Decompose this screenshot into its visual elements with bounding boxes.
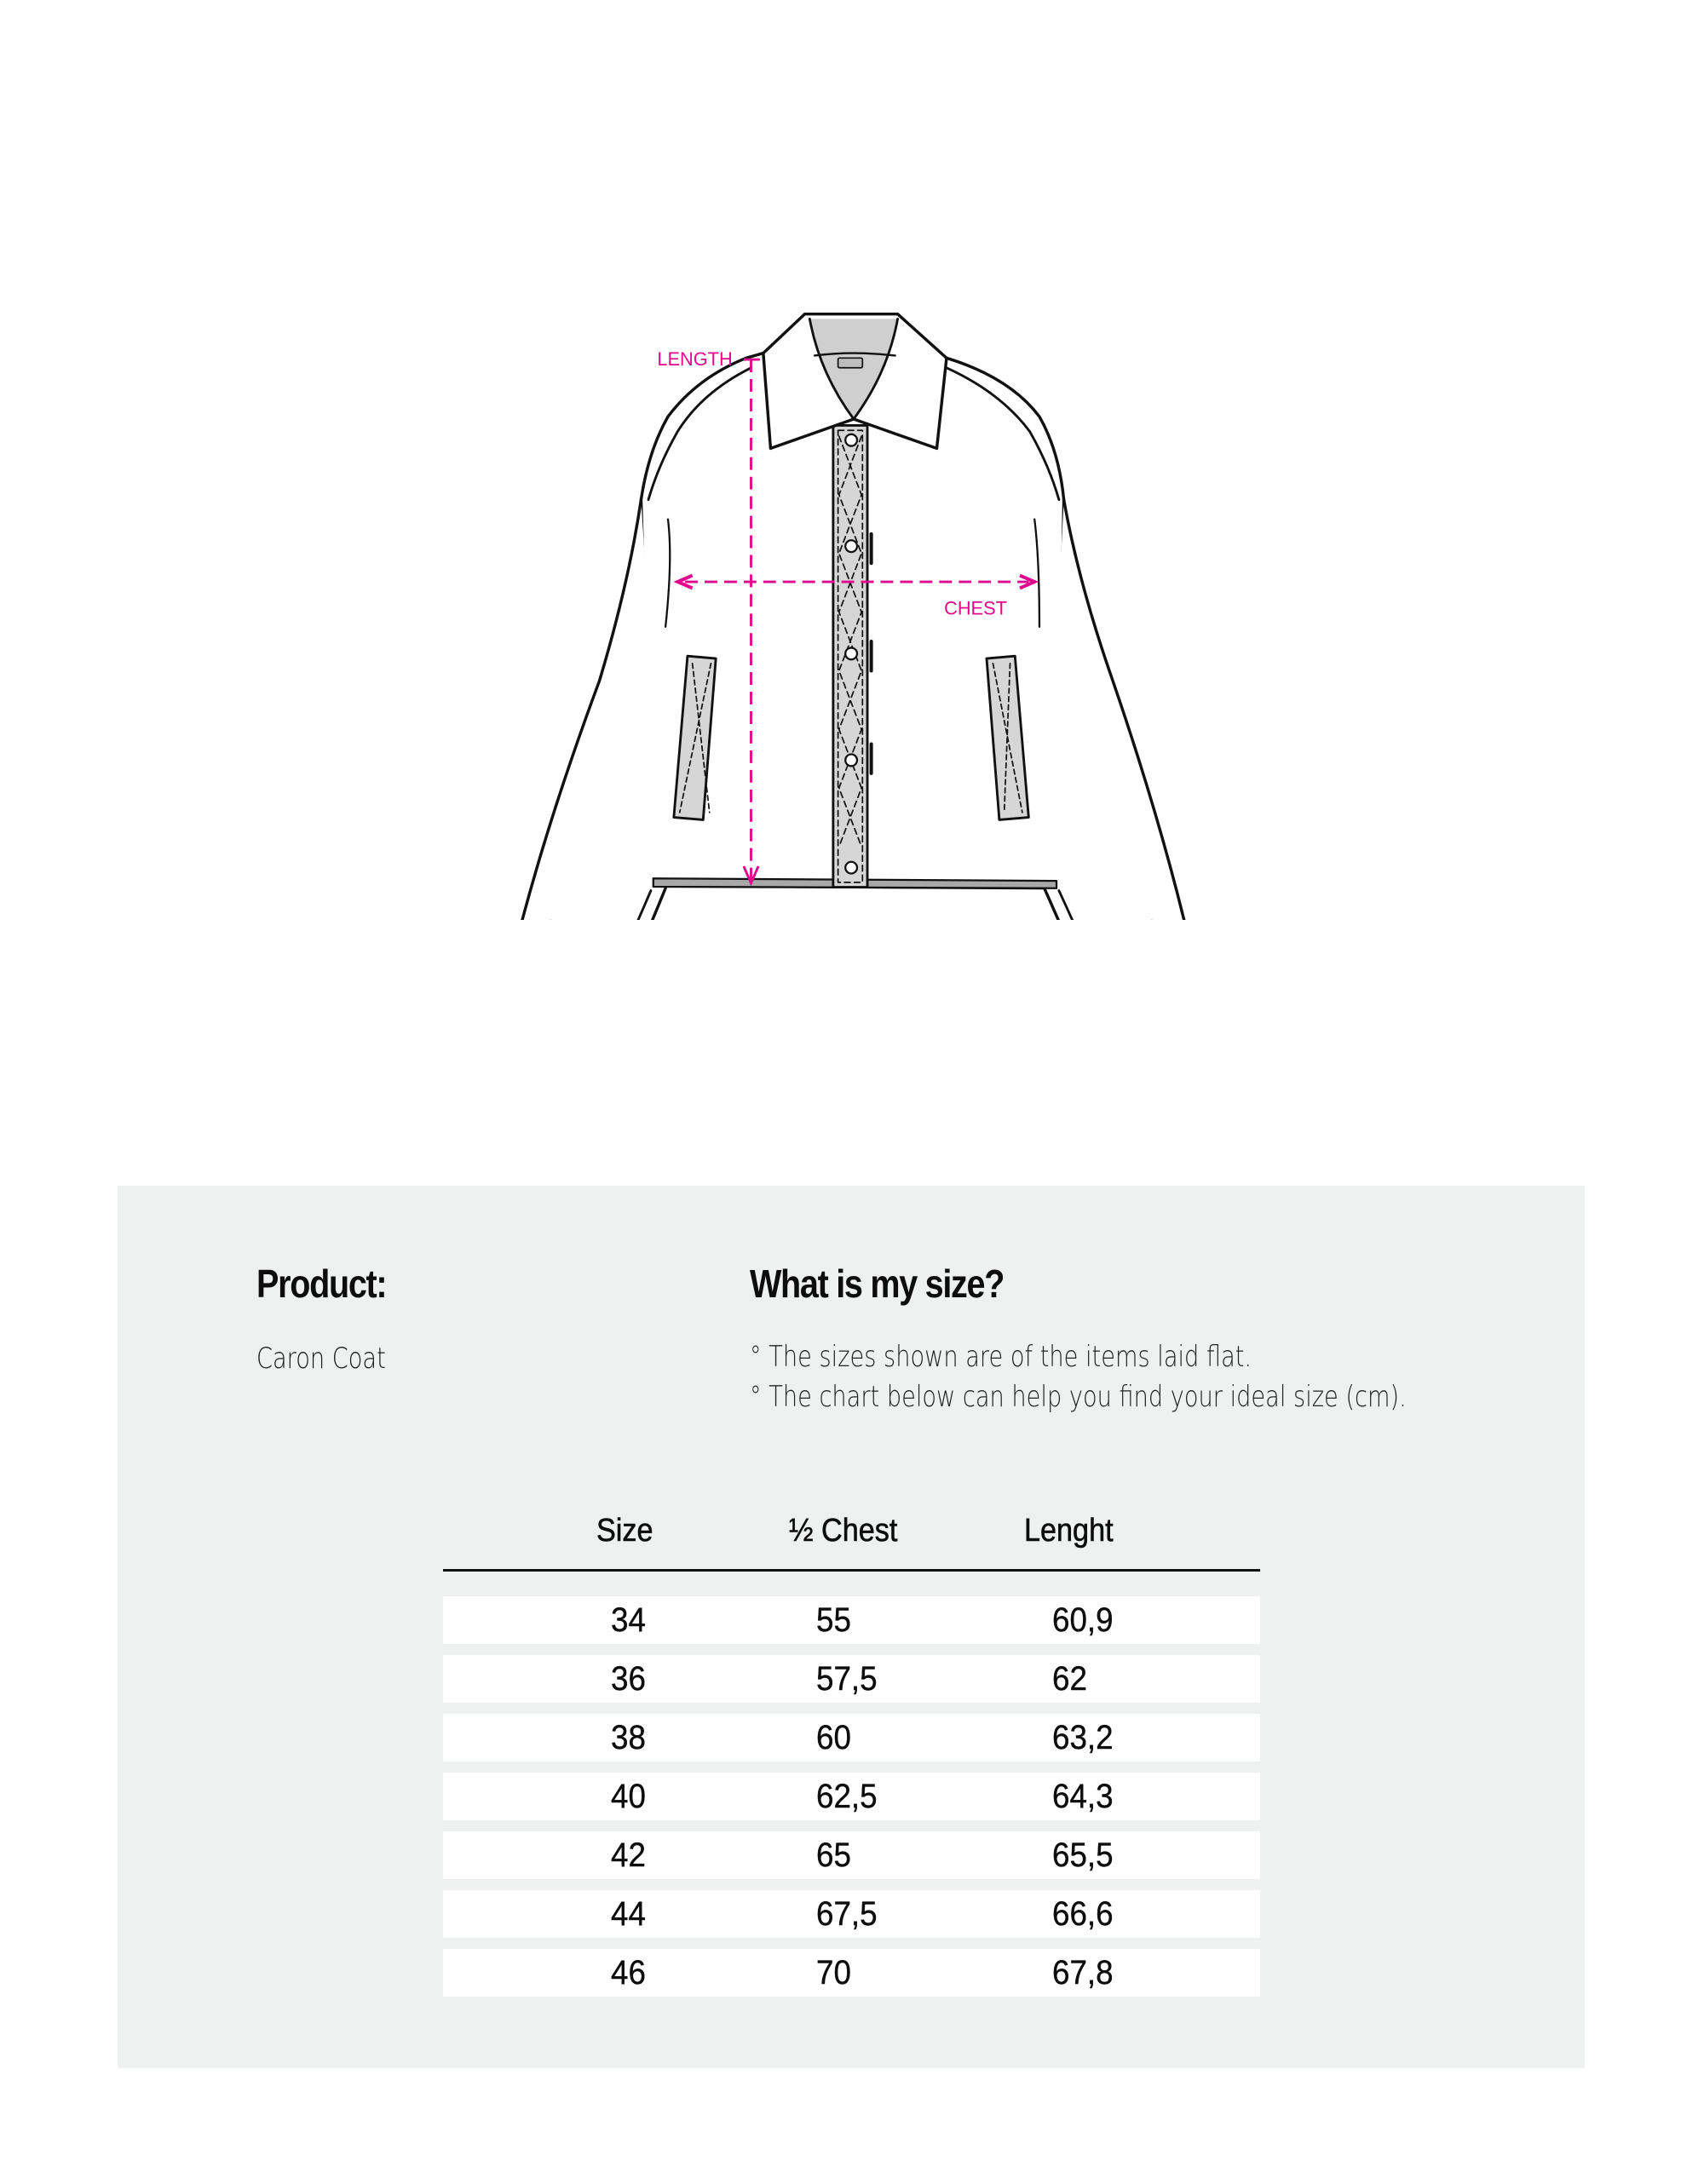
table-row xyxy=(443,1655,1260,1703)
cell-half-chest: 55 xyxy=(816,1601,851,1639)
column-header-half-chest: ½ Chest xyxy=(789,1513,898,1549)
jacket-measurement-diagram xyxy=(477,290,1244,920)
cell-size: 36 xyxy=(611,1660,646,1698)
table-row xyxy=(443,1831,1260,1879)
header-divider xyxy=(443,1569,1260,1572)
table-row xyxy=(443,1890,1260,1938)
cell-length: 66,6 xyxy=(1052,1895,1114,1933)
length-label: LENGTH xyxy=(657,348,733,370)
cell-size: 44 xyxy=(611,1895,646,1933)
table-row xyxy=(443,1596,1260,1644)
cell-size: 34 xyxy=(611,1601,646,1639)
size-note: ° The chart below can help you find your ideal size (cm). xyxy=(750,1380,1407,1414)
cell-length: 62 xyxy=(1052,1660,1087,1698)
table-row xyxy=(443,1714,1260,1762)
cell-length: 67,8 xyxy=(1052,1954,1114,1991)
cell-size: 40 xyxy=(611,1778,646,1815)
cell-length: 64,3 xyxy=(1052,1778,1114,1815)
jacket-sketch-icon xyxy=(477,290,1244,920)
cell-half-chest: 57,5 xyxy=(816,1660,878,1698)
table-row xyxy=(443,1773,1260,1820)
cell-length: 65,5 xyxy=(1052,1836,1114,1874)
cell-half-chest: 60 xyxy=(816,1719,851,1756)
cell-half-chest: 67,5 xyxy=(816,1895,878,1933)
cell-length: 63,2 xyxy=(1052,1719,1114,1756)
column-header-length: Lenght xyxy=(1024,1513,1114,1549)
cell-size: 42 xyxy=(611,1836,646,1874)
cell-length: 60,9 xyxy=(1052,1601,1114,1639)
table-row xyxy=(443,1949,1260,1997)
product-name: Caron Coat xyxy=(256,1342,386,1376)
size-note: ° The sizes shown are of the items laid flat. xyxy=(750,1340,1252,1374)
size-guide-heading: What is my size? xyxy=(750,1262,1005,1306)
cell-size: 46 xyxy=(611,1954,646,1991)
cell-half-chest: 70 xyxy=(816,1954,851,1991)
product-heading: Product: xyxy=(256,1262,387,1306)
cell-half-chest: 65 xyxy=(816,1836,851,1874)
cell-half-chest: 62,5 xyxy=(816,1778,878,1815)
chest-label: CHEST xyxy=(944,597,1007,619)
cell-size: 38 xyxy=(611,1719,646,1756)
column-header-size: Size xyxy=(596,1513,653,1549)
